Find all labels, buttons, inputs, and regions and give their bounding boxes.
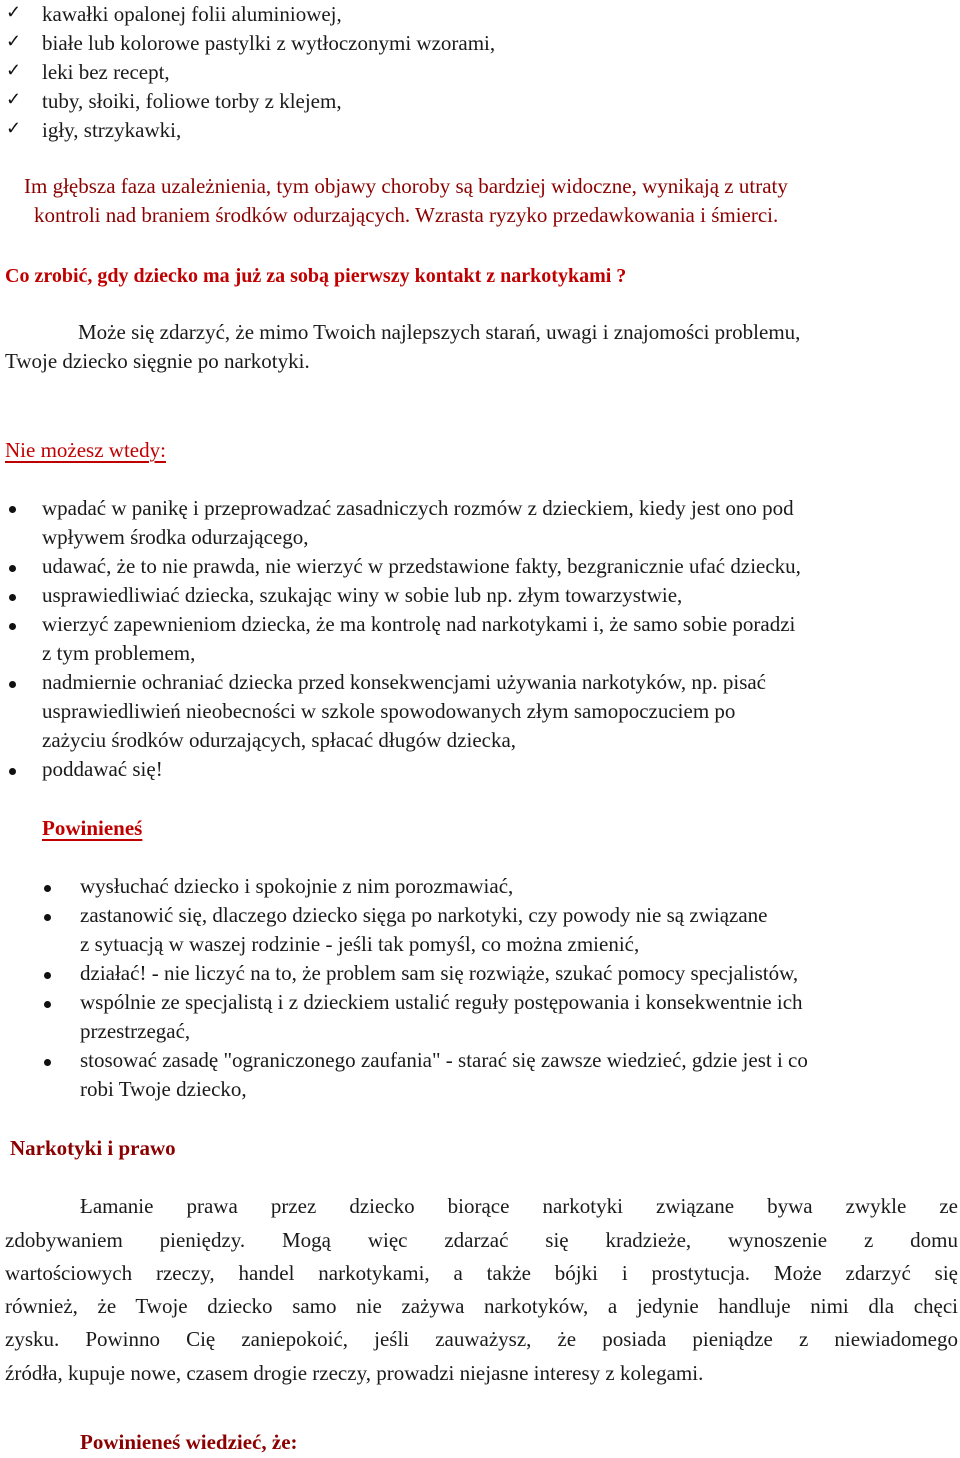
checkmark-icon: ✓ <box>6 60 22 80</box>
checklist-item: tuby, słoiki, foliowe torby z klejem, <box>42 89 342 113</box>
list-item-line: zastanowić się, dlaczego dziecko sięga po narkotyki, czy powody nie są związane <box>80 903 768 927</box>
list-item-line: z sytuacją w waszej rodzinie - jeśli tak pomyśl, co można zmienić, <box>80 932 640 956</box>
cannot-heading: Nie możesz wtedy: <box>5 438 166 462</box>
should-heading: Powinieneś <box>42 816 143 840</box>
law-line: Łamanie prawa przez dziecko biorące narkotyki związane bywa zwykle ze <box>80 1194 958 1218</box>
bullet-icon <box>9 594 16 601</box>
list-item-line: wspólnie ze specjalistą i z dzieckiem ustalić reguły postępowania i konsekwentnie ich <box>80 990 803 1014</box>
checklist-item: kawałki opalonej folii aluminiowej, <box>42 2 342 26</box>
list-item-line: zażyciu środków odurzających, spłacać długów dziecka, <box>42 728 517 752</box>
law-line: również, że Twoje dziecko samo nie zażywa narkotyków, a jedynie handluje nimi dla chęci <box>5 1294 958 1318</box>
intro-line: Twoje dziecko sięgnie po narkotyki. <box>5 349 310 373</box>
list-item-line: nadmiernie ochraniać dziecka przed konsekwencjami używania narkotyków, np. pisać <box>42 670 767 694</box>
law-line: zysku. Powinno Cię zaniepokoić, jeśli zauważysz, że posiada pieniądze z niewiadomego <box>5 1327 958 1351</box>
list-item-line: usprawiedliwień nieobecności w szkole spowodowanych złym samopoczuciem po <box>42 699 736 723</box>
law-line: zdobywaniem pieniędzy. Mogą więc zdarzać się kradzieże, wynoszenie z domu <box>5 1228 958 1252</box>
bullet-icon <box>44 914 51 921</box>
list-item-line: usprawiedliwiać dziecka, szukając winy w sobie lub np. złym towarzystwie, <box>42 583 683 607</box>
bullet-icon <box>9 623 16 630</box>
bullet-icon <box>9 681 16 688</box>
bullet-icon <box>44 1001 51 1008</box>
bullet-icon <box>9 565 16 572</box>
list-item-line: działać! - nie liczyć na to, że problem sam się rozwiąże, szukać pomocy specjalistów, <box>80 961 799 985</box>
list-item-line: wierzyć zapewnieniom dziecka, że ma kontrolę nad narkotykami i, że samo sobie poradzi <box>42 612 796 636</box>
checklist-item: leki bez recept, <box>42 60 170 84</box>
should-know-heading: Powinieneś wiedzieć, że: <box>80 1430 298 1454</box>
bullet-icon <box>44 885 51 892</box>
bullet-icon <box>9 768 16 775</box>
checkmark-icon: ✓ <box>6 31 22 51</box>
law-line: wartościowych rzeczy, handel narkotykami, a także bójki i prostytucja. Może zdarzyć się <box>5 1261 958 1285</box>
intro-line: Może się zdarzyć, że mimo Twoich najlepszych starań, uwagi i znajomości problemu, <box>78 320 801 344</box>
question-heading: Co zrobić, gdy dziecko ma już za sobą pierwszy kontakt z narkotykami ? <box>5 265 627 287</box>
bullet-icon <box>9 506 16 513</box>
checklist-item: igły, strzykawki, <box>42 118 182 142</box>
warning-line: Im głębsza faza uzależnienia, tym objawy choroby są bardziej widoczne, wynikają z utraty <box>24 174 788 198</box>
list-item-line: wpadać w panikę i przeprowadzać zasadniczych rozmów z dzieckiem, kiedy jest ono pod <box>42 496 794 520</box>
checklist-item: białe lub kolorowe pastylki z wytłoczonymi wzorami, <box>42 31 496 55</box>
list-item-line: udawać, że to nie prawda, nie wierzyć w przedstawione fakty, bezgranicznie ufać dziecku, <box>42 554 801 578</box>
checkmark-icon: ✓ <box>6 2 22 22</box>
list-item-line: z tym problemem, <box>42 641 196 665</box>
list-item-line: poddawać się! <box>42 757 163 781</box>
checkmark-icon: ✓ <box>6 118 22 138</box>
law-line: źródła, kupuje nowe, czasem drogie rzeczy, prowadzi niejasne interesy z kolegami. <box>5 1361 704 1385</box>
checkmark-icon: ✓ <box>6 89 22 109</box>
list-item-line: stosować zasadę "ograniczonego zaufania" - starać się zawsze wiedzieć, gdzie jest i co <box>80 1048 808 1072</box>
warning-line: kontroli nad braniem środków odurzających. Wzrasta ryzyko przedawkowania i śmierci. <box>34 203 779 227</box>
list-item-line: przestrzegać, <box>80 1019 191 1043</box>
list-item-line: robi Twoje dziecko, <box>80 1077 247 1101</box>
list-item-line: wpływem środka odurzającego, <box>42 525 309 549</box>
law-heading: Narkotyki i prawo <box>10 1136 176 1160</box>
bullet-icon <box>44 1059 51 1066</box>
list-item-line: wysłuchać dziecko i spokojnie z nim porozmawiać, <box>80 874 514 898</box>
bullet-icon <box>44 972 51 979</box>
